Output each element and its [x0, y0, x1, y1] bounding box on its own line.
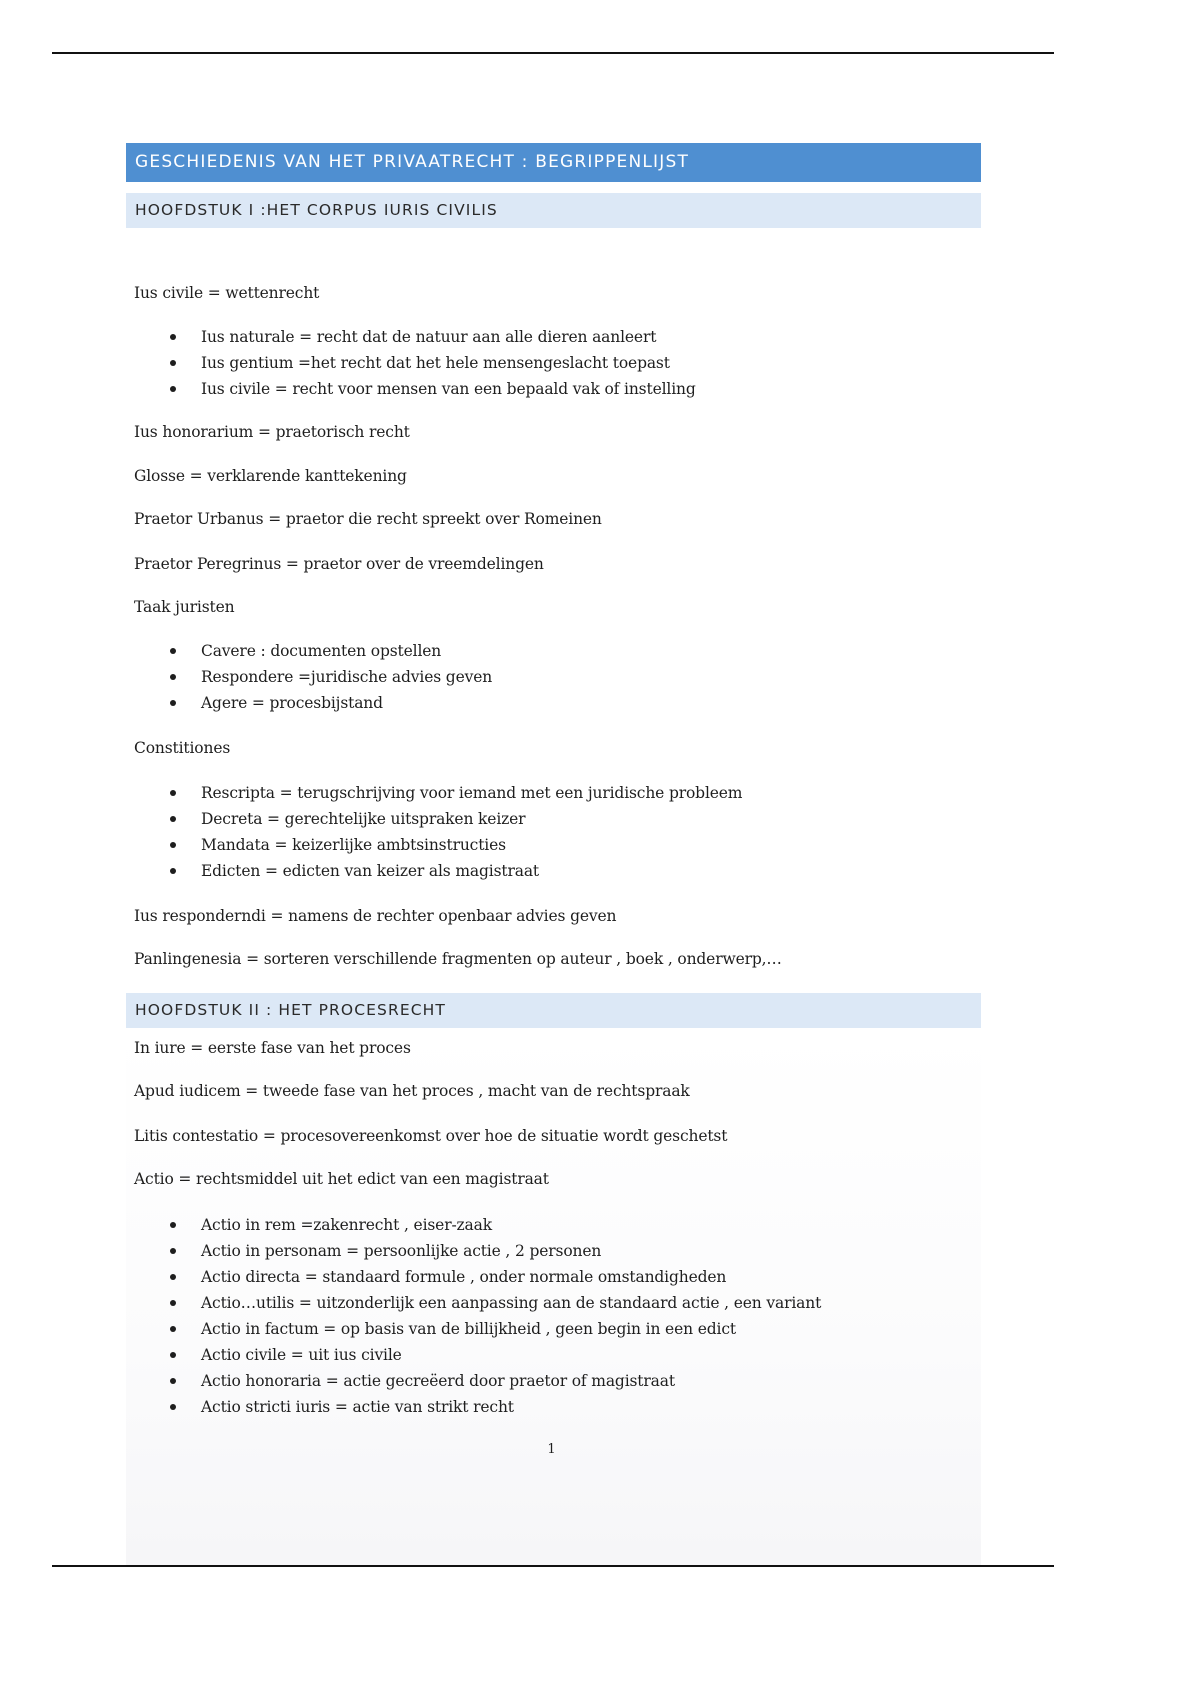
list-item: Decreta = gerechtelijke uitspraken keizer	[134, 806, 742, 832]
term-taak-juristen: Taak juristen	[134, 598, 235, 616]
bullet-icon	[170, 1248, 176, 1254]
bullet-icon	[170, 648, 176, 654]
page-number: 1	[547, 1442, 556, 1457]
list-item: Actio…utilis = uitzonderlijk een aanpassing aan de standaard actie , een variant	[134, 1290, 821, 1316]
bullet-icon	[170, 1326, 176, 1332]
bullet-icon	[170, 1378, 176, 1384]
term-ius-responderndi: Ius responderndi = namens de rechter openbaar advies geven	[134, 907, 617, 925]
bullet-icon	[170, 1300, 176, 1306]
list-item: Ius gentium =het recht dat het hele mensengeslacht toepast	[134, 350, 696, 376]
list-item: Agere = procesbijstand	[134, 690, 492, 716]
ius-civile-list	[134, 324, 696, 402]
bullet-icon	[170, 386, 176, 392]
bullet-icon	[170, 334, 176, 340]
term-glosse: Glosse = verklarende kanttekening	[134, 467, 407, 485]
bullet-icon	[170, 868, 176, 874]
bullet-icon	[170, 816, 176, 822]
list-item: Actio civile = uit ius civile	[134, 1342, 821, 1368]
term-constitiones: Constitiones	[134, 739, 231, 757]
list-item: Mandata = keizerlijke ambtsinstructies	[134, 832, 742, 858]
bullet-icon	[170, 700, 176, 706]
term-apud-iudicem: Apud iudicem = tweede fase van het proces , macht van de rechtspraak	[134, 1082, 690, 1100]
constitiones-list	[134, 780, 742, 884]
term-praetor-peregrinus: Praetor Peregrinus = praetor over de vreemdelingen	[134, 555, 544, 573]
taak-juristen-list	[134, 638, 492, 716]
bullet-icon	[170, 1404, 176, 1410]
list-item: Actio stricti iuris = actie van strikt recht	[134, 1394, 821, 1420]
term-litis-contestatio: Litis contestatio = procesovereenkomst over hoe de situatie wordt geschetst	[134, 1127, 728, 1145]
bullet-icon	[170, 1274, 176, 1280]
list-item: Actio honoraria = actie gecreëerd door praetor of magistraat	[134, 1368, 821, 1394]
bullet-icon	[170, 1352, 176, 1358]
list-item: Edicten = edicten van keizer als magistraat	[134, 858, 742, 884]
list-item: Actio in factum = op basis van de billijkheid , geen begin in een edict	[134, 1316, 821, 1342]
actio-list	[134, 1212, 821, 1420]
term-ius-honorarium: Ius honorarium = praetorisch recht	[134, 423, 410, 441]
bullet-icon	[170, 790, 176, 796]
list-item: Respondere =juridische advies geven	[134, 664, 492, 690]
top-rule	[52, 52, 1054, 54]
bullet-icon	[170, 360, 176, 366]
term-actio: Actio = rechtsmiddel uit het edict van een magistraat	[134, 1170, 549, 1188]
list-item: Ius civile = recht voor mensen van een bepaald vak of instelling	[134, 376, 696, 402]
list-item: Actio in personam = persoonlijke actie , 2 personen	[134, 1238, 821, 1264]
bottom-rule	[52, 1565, 1054, 1567]
document-title: GESCHIEDENIS VAN HET PRIVAATRECHT : BEGRIPPENLIJST	[126, 143, 981, 182]
list-item: Cavere : documenten opstellen	[134, 638, 492, 664]
bullet-icon	[170, 1222, 176, 1228]
term-panlingenesia: Panlingenesia = sorteren verschillende fragmenten op auteur , boek , onderwerp,…	[134, 950, 782, 968]
chapter-1-heading: HOOFDSTUK I :HET CORPUS IURIS CIVILIS	[126, 193, 981, 228]
list-item: Actio in rem =zakenrecht , eiser-zaak	[134, 1212, 821, 1238]
bullet-icon	[170, 674, 176, 680]
list-item: Actio directa = standaard formule , onder normale omstandigheden	[134, 1264, 821, 1290]
list-item: Rescripta = terugschrijving voor iemand met een juridische probleem	[134, 780, 742, 806]
term-ius-civile: Ius civile = wettenrecht	[134, 284, 320, 302]
term-praetor-urbanus: Praetor Urbanus = praetor die recht spreekt over Romeinen	[134, 510, 602, 528]
term-in-iure: In iure = eerste fase van het proces	[134, 1039, 411, 1057]
chapter-2-heading: HOOFDSTUK II : HET PROCESRECHT	[126, 993, 981, 1028]
list-item: Ius naturale = recht dat de natuur aan alle dieren aanleert	[134, 324, 696, 350]
bullet-icon	[170, 842, 176, 848]
